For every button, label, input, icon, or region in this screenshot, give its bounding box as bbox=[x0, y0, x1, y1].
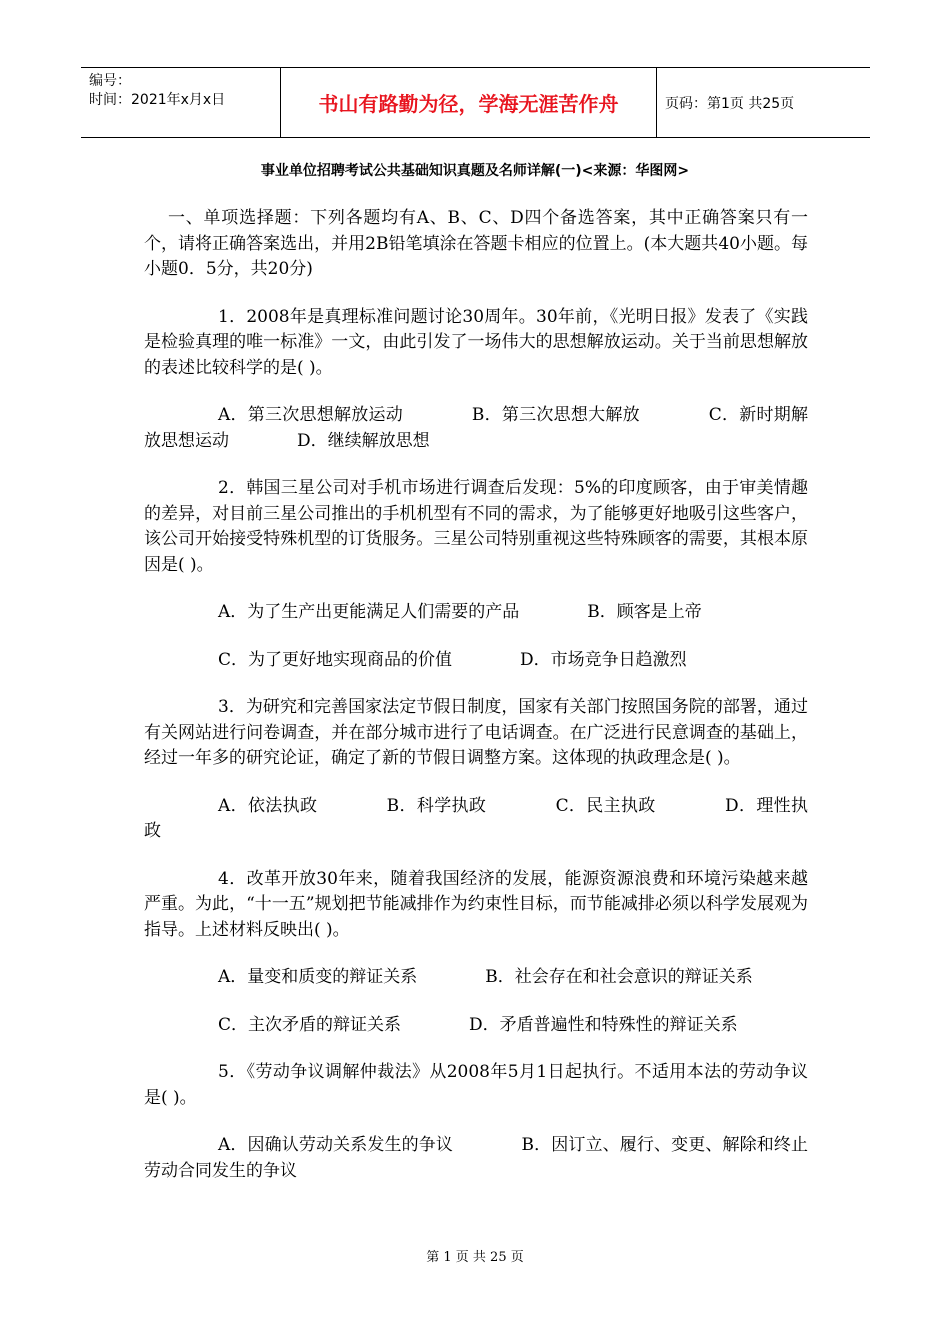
question-3-options: A．依法执政 B．科学执政 C．民主执政 D．理性执政 bbox=[144, 795, 808, 841]
page-footer: 第 1 页 共 25 页 bbox=[426, 1250, 524, 1265]
question-4-options-cd: C．主次矛盾的辩证关系 D．矛盾普遍性和特殊性的辩证关系 bbox=[218, 1014, 738, 1035]
header-motto: 书山有路勤为径，学海无涯苦作舟 bbox=[281, 68, 657, 137]
document-title: 事业单位招聘考试公共基础知识真题及名师详解(一)<来源：华图网> bbox=[260, 163, 690, 179]
question-2: 2．韩国三星公司对手机市场进行调查后发现：5%的印度顾客，由于审美情趣的差异，对目前三星公司推出的手机机型有不同的需求，为了能够更好地吸引这些客户，该公司开始接受特殊机型的订货服务。三星公司特别重视这些特殊顾客的需要，其根本原因是( )。 bbox=[144, 478, 808, 575]
question-1: 1．2008年是真理标准问题讨论30周年。30年前，《光明日报》发表了《实践是检验真理的唯一标准》一文，由此引发了一场伟大的思想解放运动。关于当前思想解放的表述比较科学的是( )。 bbox=[144, 306, 808, 378]
doc-time-label: 时间：2021年x月x日 bbox=[89, 92, 226, 108]
question-5: 5．《劳动争议调解仲裁法》从2008年5月1日起执行。不适用本法的劳动争议是( )。 bbox=[144, 1062, 808, 1108]
question-3: 3．为研究和完善国家法定节假日制度，国家有关部门按照国务院的部署，通过有关网站进行问卷调查，并在部分城市进行了电话调查。在广泛进行民意调查的基础上，经过一年多的研究论证，确定了新的节假日调整方案。这体现的执政理念是( )。 bbox=[144, 697, 808, 768]
header-page-count: 页码：第1页 共25页 bbox=[665, 95, 795, 112]
question-1-options: A．第三次思想解放运动 B．第三次思想大解放 C．新时期解放思想运动 D．继续解放思想 bbox=[144, 405, 808, 451]
document-body bbox=[144, 206, 808, 1206]
question-2-options-cd: C．为了更好地实现商品的价值 D．市场竞争日趋激烈 bbox=[218, 649, 687, 670]
header-meta bbox=[81, 68, 281, 137]
question-5-options-ab: A．因确认劳动关系发生的争议 B．因订立、履行、变更、解除和终止劳动合同发生的争议 bbox=[144, 1135, 808, 1181]
doc-number-label: 编号： bbox=[89, 73, 131, 89]
question-4: 4．改革开放30年来，随着我国经济的发展，能源资源浪费和环境污染越来越严重。为此，“十一五”规划把节能减排作为约束性目标，而节能减排必须以科学发展观为指导。上述材料反映出( )。 bbox=[144, 868, 808, 940]
page-header bbox=[81, 67, 870, 138]
section-intro: 一、单项选择题：下列各题均有A、B、C、D四个备选答案，其中正确答案只有一个，请将正确答案选出，并用2B铅笔填涂在答题卡相应的位置上。(本大题共40小题。每小题0．5分，共20分) bbox=[144, 208, 808, 279]
question-4-options-ab: A．量变和质变的辩证关系 B．社会存在和社会意识的辩证关系 bbox=[218, 967, 753, 987]
question-2-options-ab: A．为了生产出更能满足人们需要的产品 B．顾客是上帝 bbox=[218, 602, 702, 622]
